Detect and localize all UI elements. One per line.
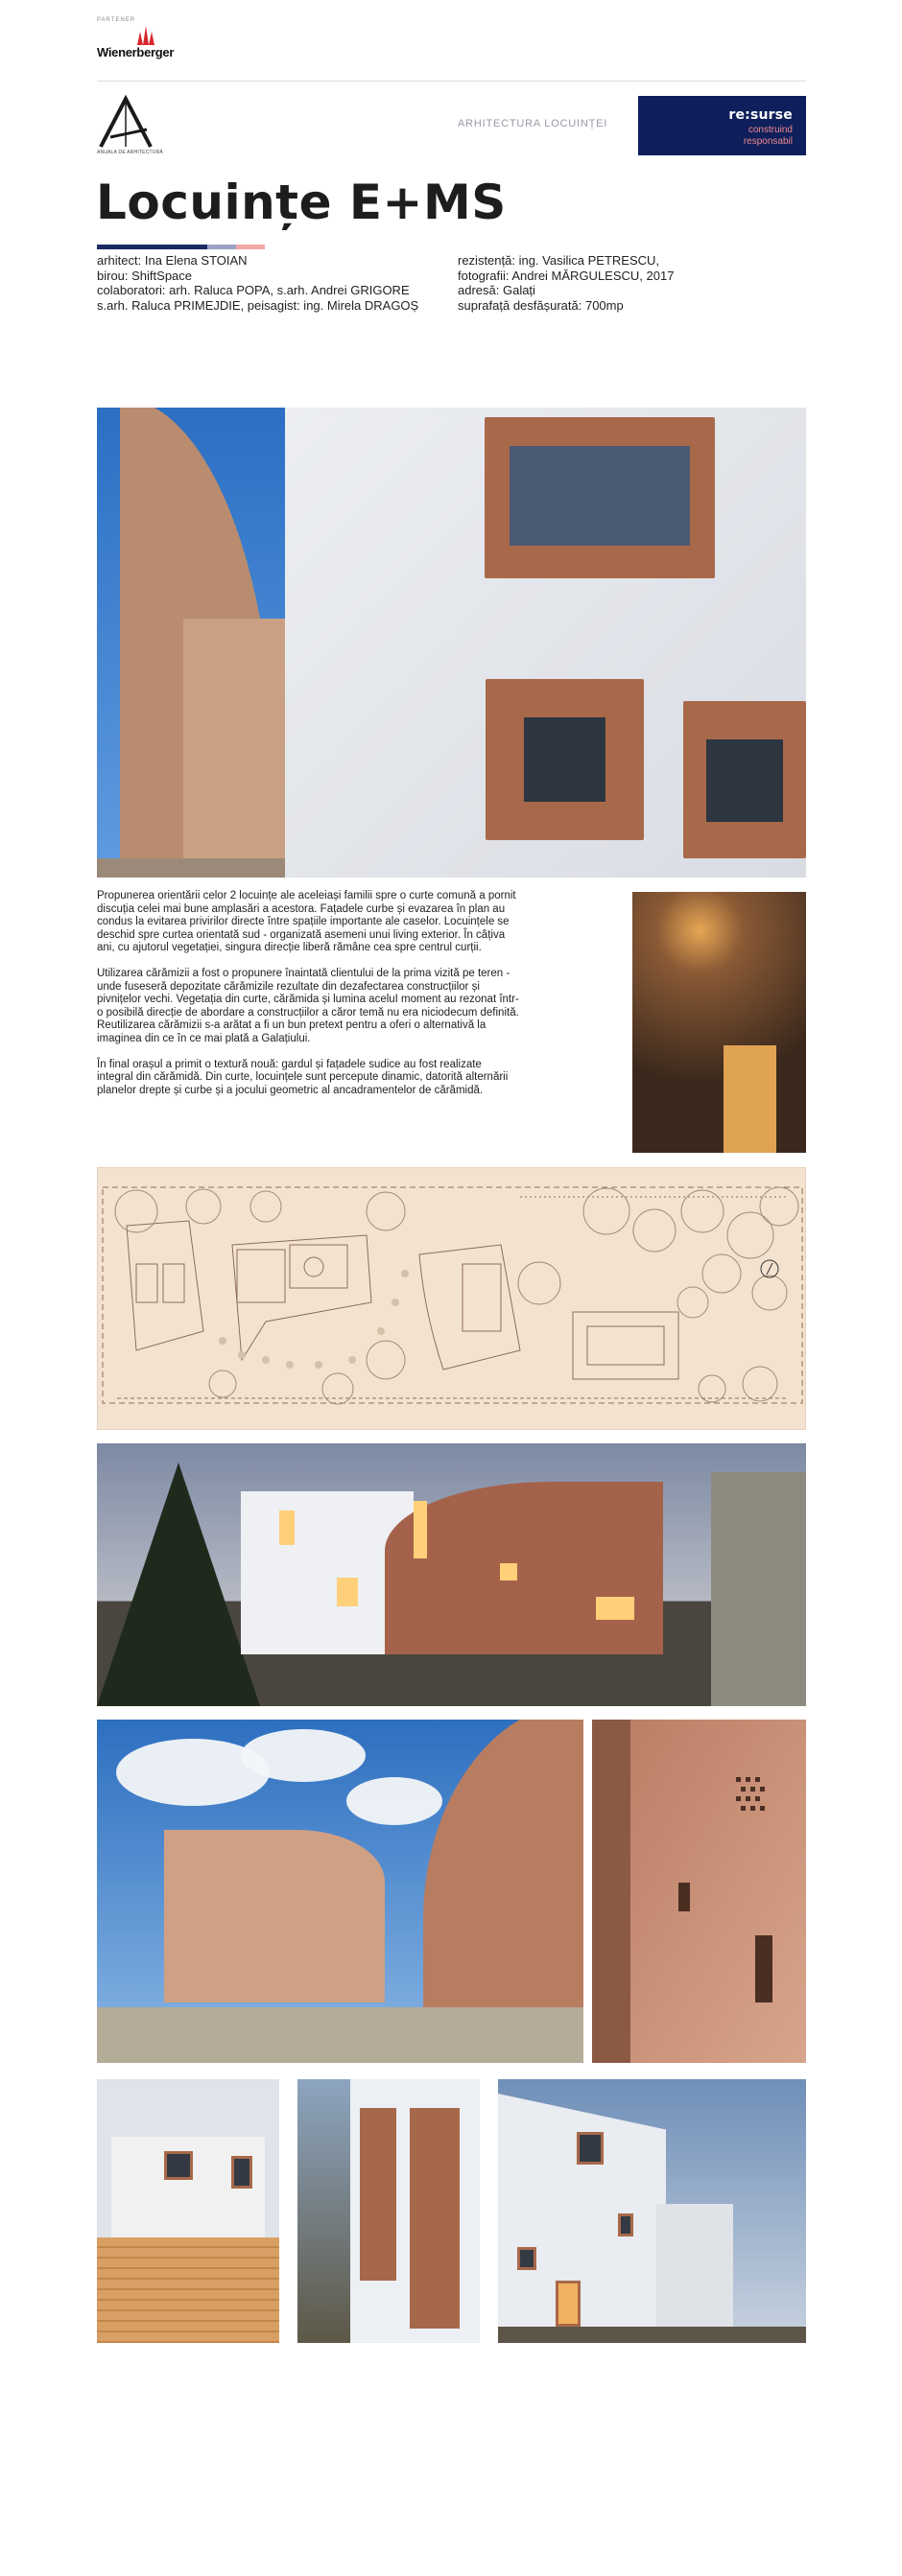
section-label[interactable]: ARHITECTURA LOCUINȚEI [458, 118, 608, 129]
photo-lit-window [414, 1501, 427, 1558]
credit-photos: fotografii: Andrei MĂRGULESCU, 2017 [458, 268, 675, 283]
credits-right [458, 253, 803, 313]
photo-window [577, 2132, 604, 2165]
photo-window [164, 2151, 193, 2180]
photo-lit-wall [632, 892, 806, 1153]
photo-white-house [498, 2094, 666, 2333]
photo-lit-window [279, 1510, 295, 1545]
brick-window-frame [485, 417, 715, 578]
credit-address: adresă: Galați [458, 283, 535, 297]
photo-wooden-fence [97, 2237, 279, 2343]
credit-area: suprafață desfășurată: 700mp [458, 297, 624, 313]
header-divider [97, 81, 806, 82]
anuala-a-icon [97, 95, 156, 149]
page-title: Locuințe E+MS [96, 175, 507, 230]
colorbar-segment [207, 245, 236, 249]
site-plan-illustration [98, 1168, 806, 1430]
photo-facade-brick-windows[interactable] [97, 408, 806, 878]
brick-window-frame [486, 679, 644, 840]
photo-brick-wall [183, 619, 298, 878]
photo-window-columns[interactable] [297, 2079, 480, 2343]
photo-cloud [241, 1729, 366, 1782]
credit-collaborators: colaboratori: arh. Raluca POPA, s.arh. Andrei GRIGORE [97, 283, 410, 297]
resurse-line2: responsabil [743, 136, 793, 147]
photo-window [517, 2247, 536, 2270]
anuala-caption: ANUALA DE ARHITECTURĂ [97, 150, 163, 155]
photo-ground [97, 2007, 583, 2063]
photo-white-house-evening[interactable] [498, 2079, 806, 2343]
wienerberger-wordmark: Wienerberger [97, 45, 175, 59]
colorbar-segment [236, 245, 265, 249]
photo-lit-window [500, 1563, 517, 1581]
photo-lit-window [337, 1578, 358, 1606]
wienerberger-mark-icon [135, 26, 156, 45]
photo-courtyard-daylight[interactable] [97, 1720, 583, 2063]
photo-window [556, 2281, 581, 2327]
article-paragraph: Utilizarea cărămizii a fost o propunere înaintată clientului de la prima vizită pe teren - unde fuseseră depozitate cărămizile rezultate din dezafectarea construcțiilor și pivnițelor vechi. Vegetația din curte, cărămida și lumina aceluI moment au rezonat într-o posibilă direcție de abordare a construcțiilor a căror temă nu era niciodecum definită. Reutilizarea cărămizii s-a arătat a fi un bun pretext pentru a oferi o alternativă la imaginea din ce în ce mai plată a Galațiului. [97, 967, 519, 1044]
resurse-line1: construind [748, 125, 793, 135]
credit-structure: rezistență: ing. Vasilica PETRESCU, [458, 253, 659, 268]
article-paragraph: În final orașul a primit o textură nouă: gardul și fațadele sudice au fost realizate integral din cărămidă. Din curte, locuințele sunt percepute dinamic, datorită alternării planelor drepte și curbe și a jocului geometric al ancadramentelor de cărămidă. [97, 1058, 509, 1096]
photo-street-fence[interactable] [97, 2079, 279, 2343]
credit-architect: arhitect: Ina Elena STOIAN [97, 253, 248, 268]
colorbar-segment [97, 245, 164, 249]
title-colorbar [97, 245, 265, 249]
photo-pine-tree [97, 1463, 260, 1706]
photo-cloud [346, 1777, 442, 1825]
photo-dusk-courtyard[interactable] [97, 1443, 806, 1706]
credit-collaborators-2: s.arh. Raluca PRIMEJDIE, peisagist: ing. Mirela DRAGOȘ [97, 297, 419, 313]
photo-window [231, 2156, 252, 2189]
partner-label: PARTENER [97, 17, 136, 23]
photo-lit-door [724, 1045, 776, 1153]
photo-ground [97, 858, 285, 878]
credit-office: birou: ShiftSpace [97, 268, 193, 283]
site-plan-drawing[interactable] [97, 1167, 806, 1430]
photo-fence [711, 1472, 806, 1706]
photo-window [618, 2213, 633, 2236]
article-body [97, 890, 519, 1110]
wienerberger-logo[interactable] [97, 26, 202, 60]
credits-left [97, 253, 462, 313]
photo-night-balcony[interactable] [632, 892, 806, 1153]
photo-brick-house [164, 1830, 385, 2002]
photo-wall-shade [592, 1720, 630, 2063]
photo-tree [297, 2079, 350, 2343]
article-paragraph: Propunerea orientării celor 2 locuințe ale aceleiași familii spre o curte comună a pornit discuția celei mai bune amplasări a acestora. Fațadele curbe și evazarea în plan au condus la evitarea privirilor directe între spațiile importante ale caselor. Locuințele se deschid spre curtea orientată sud - organizată asemeni unui living exterior. În câțiva ani, cu ajutorul vegetației, singura direcție liberă rămâne cea spre centrul curții. [97, 890, 516, 954]
photo-brick-detail[interactable] [592, 1720, 806, 2063]
photo-brick-column [410, 2108, 460, 2329]
resurse-title: re:surse [728, 107, 793, 123]
photo-white-house-2 [656, 2204, 733, 2329]
photo-lit-window [596, 1597, 634, 1620]
photo-ground [498, 2327, 806, 2343]
anuala-logo[interactable] [97, 95, 164, 156]
brick-window-frame [683, 701, 806, 858]
photo-brick-column [360, 2108, 396, 2281]
resurse-badge[interactable] [638, 96, 806, 155]
colorbar-segment [164, 245, 207, 249]
